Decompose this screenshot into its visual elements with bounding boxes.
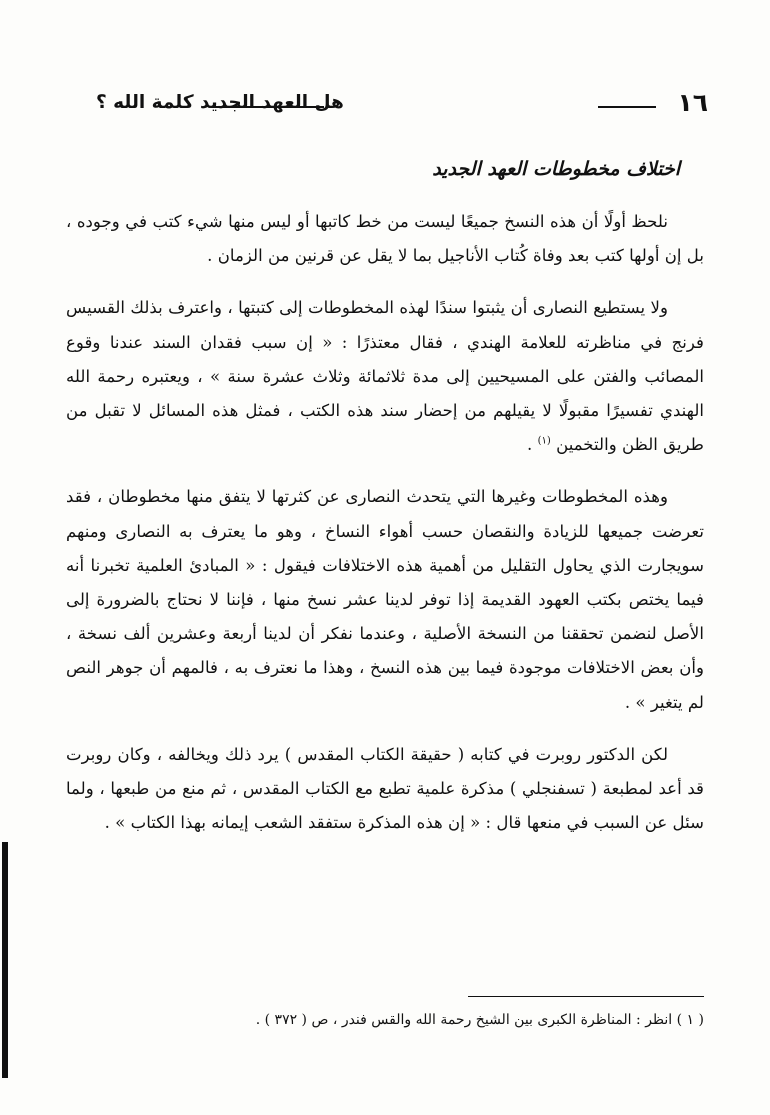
- footnote-marker[interactable]: (١): [537, 435, 551, 447]
- paragraph: [66, 291, 704, 462]
- paragraph: وهذه المخطوطات وغيرها التي يتحدث النصارى عن كثرتها لا يتفق منها مخطوطان ، فقد تعرضت جميعها للزيادة والنقصان حسب أهواء النساخ ، وهو ما يعترف به النصارى ومنهم سويجارت الذي يحاول التقليل من أهمية هذه الاختلافات فيقول : « المبادئ العلمية تخبرنا أنه فيما يختص بكتب العهود القديمة إذا توفر لدينا عشر نسخ منها ، فإننا لا نحتاج بالضرورة إلى الأصل لنضمن تحققنا من النسخة الأصلية ، وعندما نفكر أن لدينا أربعة وعشرين ألف نسخة ، وأن بعض الاختلافات موجودة فيما بين هذه النسخ ، وهذا ما نعترف به ، فالمهم أن جوهر النص لم يتغير » .: [66, 487, 704, 712]
- paragraph: نلحظ أولًا أن هذه النسخ جميعًا ليست من خط كاتبها أو ليس منها شيء كتب في وجوده ، بل إن أولها كتب بعد وفاة كُتاب الأناجيل بما لا يقل عن قرنين من الزمان .: [66, 212, 704, 266]
- footnote-rule: [468, 996, 704, 997]
- page-header: [96, 86, 708, 122]
- body-text: [66, 205, 704, 858]
- footnote: ( ١ ) انظر : المناظرة الكبرى بين الشيخ رحمة الله والقس فندر ، ص ( ٣٧٢ ) .: [255, 1012, 704, 1028]
- paragraph: لكن الدكتور روبرت في كتابه ( حقيقة الكتاب المقدس ) يرد ذلك ويخالفه ، وكان روبرت قد أعد لمطبعة ( تسفنجلي ) مذكرة علمية تطبع مع الكتاب المقدس ، ثم منع من طبعها ، ولما سئل عن السبب في منعها قال : « إن هذه المذكرة ستفقد الشعب إيمانه بهذا الكتاب » .: [66, 744, 704, 833]
- section-heading: اختلاف مخطوطات العهد الجديد: [432, 158, 680, 180]
- paragraph-end: .: [527, 435, 538, 455]
- header-rule: [598, 106, 656, 108]
- running-title: هل العهد الجديد كلمة الله ؟: [96, 92, 344, 113]
- scan-edge-mark: [2, 842, 8, 1078]
- paragraph-text: ولا يستطيع النصارى أن يثبتوا سندًا لهذه المخطوطات إلى كتبتها ، واعترف بذلك القسيس فرنج في مناظرته للعلامة الهندي ، فقال معتذرًا : « إن سبب فقدان السند عندنا وقوع المصائب والفتن على المسيحيين إلى مدة ثلاثمائة وثلاث عشرة سنة » ، ويعتبره رحمة الله الهندي تفسيرًا مقبولًا لا يقيلهم من إحضار سند هذه الكتب ، فمثل هذه المسائل لا تقبل من طريق الظن والتخمين: [66, 298, 704, 455]
- page-number: ١٦: [677, 88, 708, 117]
